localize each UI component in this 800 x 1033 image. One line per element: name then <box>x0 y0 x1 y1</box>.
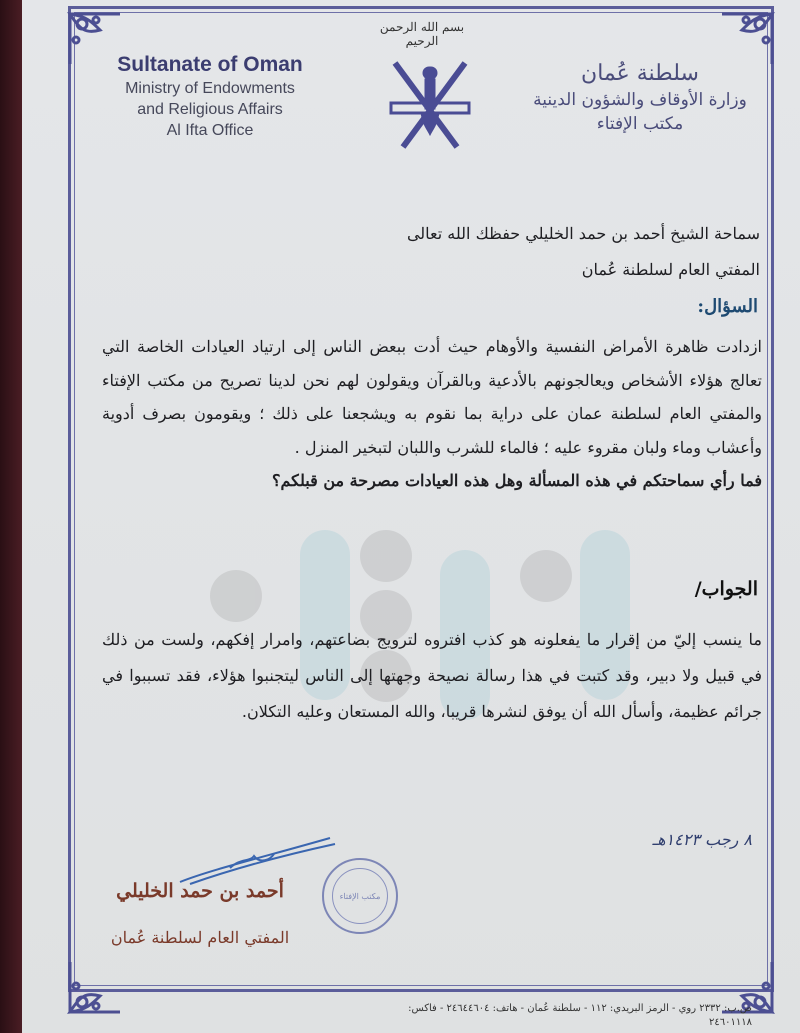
addressee-line2: المفتي العام لسلطنة عُمان <box>581 260 760 279</box>
office-name: Al Ifta Office <box>166 122 254 139</box>
hijri-date: ٨ رجب ١٤٢٣هـ <box>652 830 752 849</box>
ministry-name-line2: and Religious Affairs <box>137 101 283 118</box>
oman-khanjar-emblem-icon <box>385 55 475 155</box>
basmala: بسم الله الرحمن الرحيم <box>379 20 465 48</box>
question-label: السؤال: <box>697 296 758 317</box>
question-ask: فما رأي سماحتكم في هذه المسألة وهل هذه العيادات مصرحة من قبلكم؟ <box>272 471 762 490</box>
answer-body: ما ينسب إليّ من إقرار ما يفعلونه هو كذب افتروه لترويج بضاعتهم، وامرار إفكهم، ولست من ذلك في قبيل ولا دبير، وقد كتبت في هذا رسالة نصيحة وجهتها إلى الناس ليتجنبوا هؤلاء، فقد تسببوا في جرائم عظيمة، وأسأل الله أن يوفق لنشرها قريبا، والله المستعان وعليه التكلان. <box>102 630 763 721</box>
office-name-ar: مكتب الإفتاء <box>596 114 684 134</box>
signatory-name: أحمد بن حمد الخليلي <box>116 880 284 902</box>
footer-line2: ٢٤٦٠١١١٨ <box>709 1017 752 1028</box>
ornament-corner-icon <box>722 0 786 64</box>
addressee <box>407 216 760 288</box>
footer-contact <box>112 1002 752 1030</box>
letterhead-english <box>100 52 320 141</box>
footer-line1: ص.ب: ٢٣٣٢ روي - الرمز البريدي: ١١٢ - سلطنة عُمان - هاتف: ٢٤٦٤٤٦٠٤ - فاكس: <box>408 1003 752 1014</box>
ministry-name-ar: وزارة الأوقاف والشؤون الدينية <box>533 90 747 110</box>
question-text: ازدادت ظاهرة الأمراض النفسية والأوهام حيث أدت ببعض الناس إلى ارتياد العيادات الخاصة التي تعالج هؤلاء الأشخاص ويعالجونهم بالأدعية وبالقرآن ويقولون لهم نحن لدينا تصريح من مكتب الإفتاء والمفتي العام لسلطنة عمان على دراية بما نقوم به ويشجعنا على ذلك ؛ ويقومون بصرف أدوية وأعشاب وماء ولبان مقروء عليه ؛ فالماء للشرب واللبان لتبخير المنزل . <box>102 337 762 457</box>
ministry-name-line1: Ministry of Endowments <box>125 80 295 97</box>
official-stamp <box>322 858 398 934</box>
question-body <box>102 330 762 498</box>
letterhead-arabic <box>515 60 765 136</box>
country-name-ar: سلطنة عُمان <box>581 61 699 86</box>
ornament-corner-icon <box>56 962 120 1026</box>
background-edge <box>0 0 22 1033</box>
addressee-line1: سماحة الشيخ أحمد بن حمد الخليلي حفظك الله تعالى <box>406 224 760 243</box>
signatory-title: المفتي العام لسلطنة عُمان <box>110 928 290 947</box>
country-name: Sultanate of Oman <box>117 53 303 76</box>
stamp-text: مكتب الإفتاء <box>332 868 388 924</box>
answer-label: الجواب/ <box>694 578 758 600</box>
